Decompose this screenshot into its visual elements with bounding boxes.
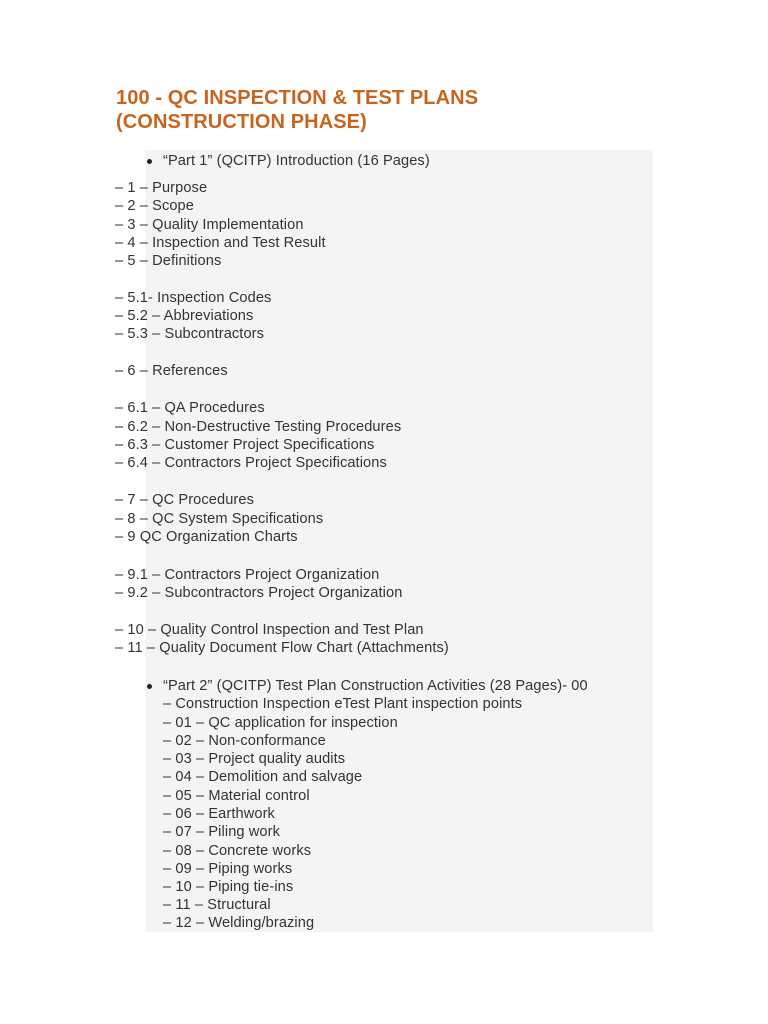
list-item: – 3 – Quality Implementation bbox=[115, 217, 304, 233]
list-item: – 2 – Scope bbox=[115, 198, 194, 214]
list-item: – 7 – QC Procedures bbox=[115, 492, 254, 508]
list-item: – 01 – QC application for inspection bbox=[163, 715, 398, 731]
list-item: – 10 – Quality Control Inspection and Test Plan bbox=[115, 622, 424, 638]
list-item: – 6.3 – Customer Project Specifications bbox=[115, 437, 375, 453]
list-item: – 06 – Earthwork bbox=[163, 806, 275, 822]
list-item: – 4 – Inspection and Test Result bbox=[115, 235, 326, 251]
list-item: – 09 – Piping works bbox=[163, 861, 293, 877]
list-item: – 08 – Concrete works bbox=[163, 843, 312, 859]
list-item: – 5.2 – Abbreviations bbox=[115, 308, 254, 324]
list-item: – 9.2 – Subcontractors Project Organization bbox=[115, 585, 403, 601]
bullet-icon bbox=[147, 684, 152, 689]
bullet-icon bbox=[147, 159, 152, 164]
list-item: – 5.1- Inspection Codes bbox=[115, 290, 272, 306]
list-item: – 6.1 – QA Procedures bbox=[115, 400, 265, 416]
title-line-2: (CONSTRUCTION PHASE) bbox=[116, 111, 367, 133]
list-item: – 07 – Piling work bbox=[163, 824, 280, 840]
list-item: – 9.1 – Contractors Project Organization bbox=[115, 567, 380, 583]
list-item: – Construction Inspection eTest Plant inspection points bbox=[163, 696, 523, 712]
list-item: – 8 – QC System Specifications bbox=[115, 511, 324, 527]
part1-heading: “Part 1” (QCITP) Introduction (16 Pages) bbox=[163, 153, 430, 169]
title-line-1: 100 - QC INSPECTION & TEST PLANS bbox=[116, 87, 479, 109]
list-item: – 11 – Quality Document Flow Chart (Attachments) bbox=[115, 640, 449, 656]
list-item: – 11 – Structural bbox=[163, 897, 271, 913]
list-item: – 10 – Piping tie-ins bbox=[163, 879, 294, 895]
list-item: – 6 – References bbox=[115, 363, 228, 379]
list-item: – 9 QC Organization Charts bbox=[115, 529, 298, 545]
document-title bbox=[116, 86, 676, 134]
part2-heading: “Part 2” (QCITP) Test Plan Construction Activities (28 Pages)- 00 bbox=[163, 678, 588, 694]
list-item: – 6.2 – Non-Destructive Testing Procedures bbox=[115, 419, 402, 435]
list-item: – 03 – Project quality audits bbox=[163, 751, 346, 767]
list-item: – 02 – Non-conformance bbox=[163, 733, 326, 749]
list-item: – 04 – Demolition and salvage bbox=[163, 769, 363, 785]
list-item: – 5.3 – Subcontractors bbox=[115, 326, 265, 342]
list-item: – 6.4 – Contractors Project Specifications bbox=[115, 455, 387, 471]
list-item: – 05 – Material control bbox=[163, 788, 310, 804]
list-item: – 1 – Purpose bbox=[115, 180, 208, 196]
list-item: – 5 – Definitions bbox=[115, 253, 222, 269]
list-item: – 12 – Welding/brazing bbox=[163, 915, 315, 931]
